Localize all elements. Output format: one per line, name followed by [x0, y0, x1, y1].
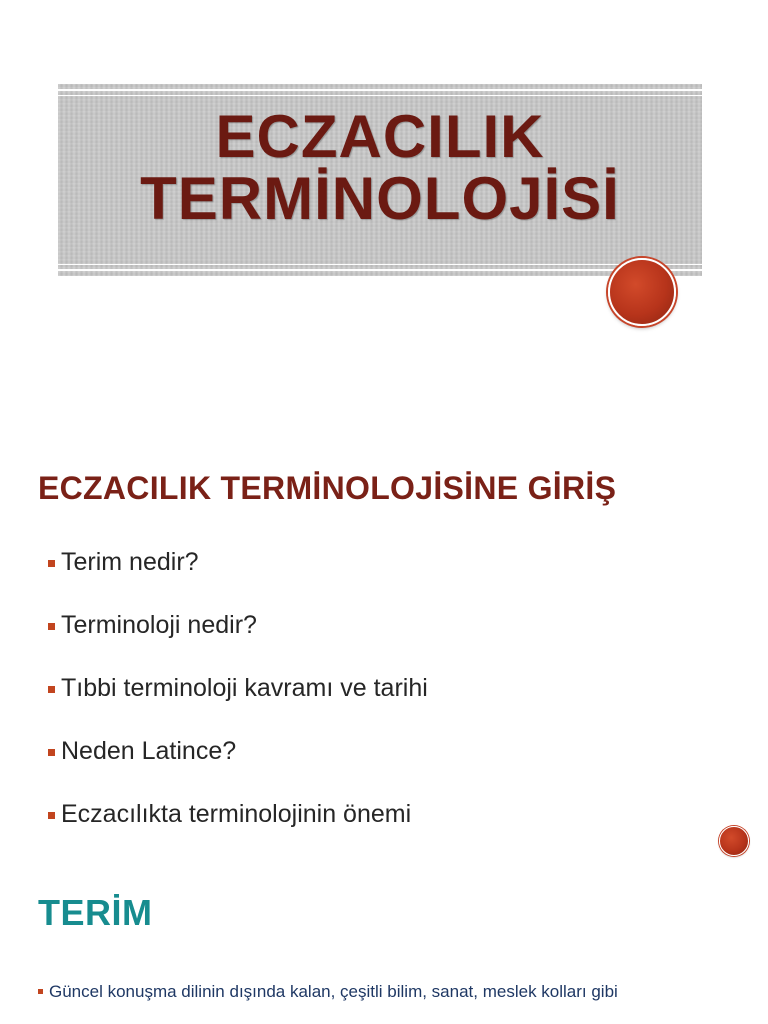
title-banner — [58, 84, 702, 276]
red-circle-icon — [719, 826, 749, 856]
square-bullet-icon — [48, 623, 55, 630]
list-item-text: Tıbbi terminoloji kavramı ve tarihi — [61, 674, 428, 702]
title-slide — [0, 0, 768, 340]
slide-title — [58, 103, 702, 232]
banner-top-line-thin — [58, 95, 702, 96]
list-item-text: Eczacılıkta terminolojinin önemi — [61, 800, 412, 828]
terim-heading: TERİM — [38, 892, 153, 933]
agenda-slide — [0, 442, 768, 862]
list-item — [48, 737, 428, 800]
title-line-1: ECZACILIK — [215, 103, 545, 170]
red-circle-icon — [608, 258, 676, 326]
list-item — [48, 548, 428, 611]
terim-text-line — [38, 982, 748, 1002]
square-bullet-icon — [38, 989, 43, 994]
title-line-2: TERMİNOLOJİSİ — [140, 165, 620, 232]
square-bullet-icon — [48, 686, 55, 693]
terim-slide — [0, 868, 768, 1024]
list-item-text: Neden Latince? — [61, 737, 237, 765]
terim-text: Güncel konuşma dilinin dışında kalan, çeşitli bilim, sanat, meslek kolları gibi — [49, 982, 618, 1001]
agenda-list — [48, 548, 428, 862]
square-bullet-icon — [48, 749, 55, 756]
list-item — [48, 800, 428, 862]
list-item-text: Terminoloji nedir? — [61, 611, 257, 639]
list-item — [48, 674, 428, 737]
agenda-heading: ECZACILIK TERMİNOLOJİSİNE GİRİŞ — [38, 470, 617, 506]
list-item-text: Terim nedir? — [61, 548, 199, 576]
square-bullet-icon — [48, 560, 55, 567]
banner-top-line — [58, 89, 702, 91]
banner-bottom-line-thin — [58, 264, 702, 265]
banner-bottom-line — [58, 269, 702, 271]
square-bullet-icon — [48, 812, 55, 819]
list-item — [48, 611, 428, 674]
